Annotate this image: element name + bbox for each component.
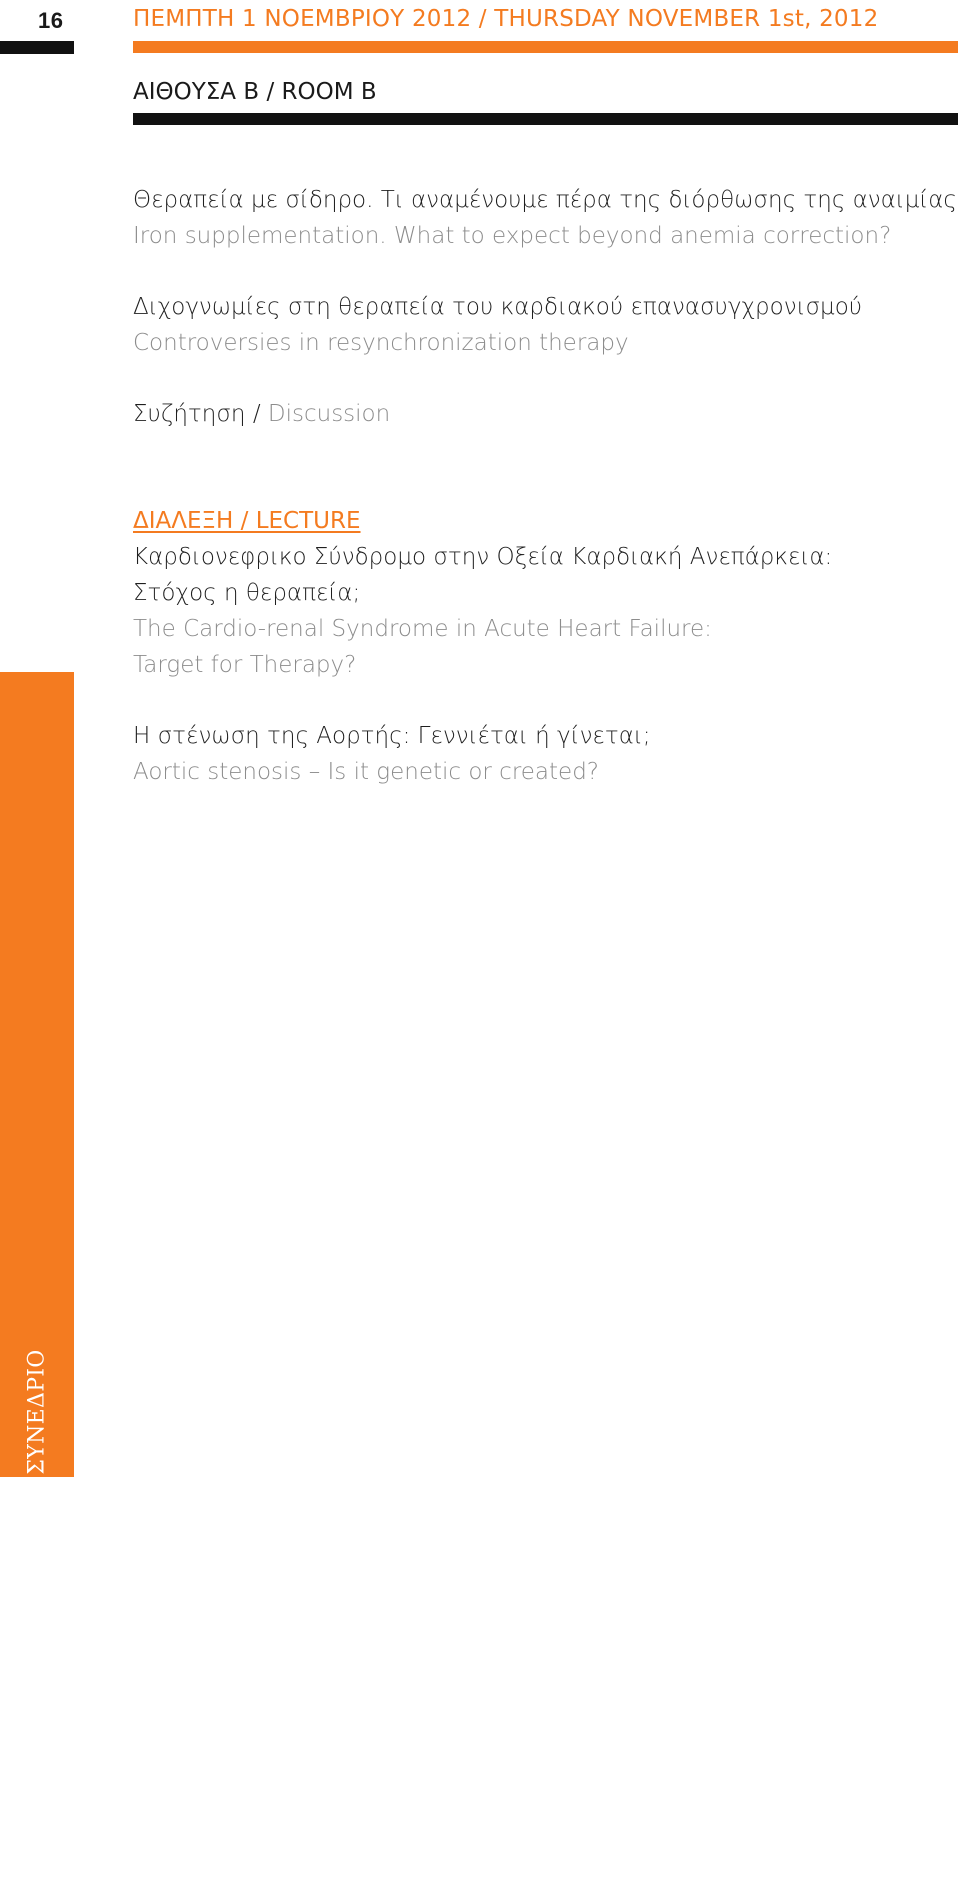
discussion-item bbox=[133, 396, 953, 432]
lecture-title-english-line2: Target for Therapy? bbox=[133, 652, 357, 678]
orange-divider bbox=[133, 41, 958, 53]
discussion-greek: Συζήτηση / bbox=[133, 401, 268, 427]
talk-title-english: Aortic stenosis – Is it genetic or created? bbox=[133, 759, 599, 785]
congress-title: 33ο ΠΑΝΕΛΛΗΝΙΟ ΚΑΡΔΙΟΛΟΓΙΚΟ ΣΥΝΕΔΡΙΟ bbox=[24, 1349, 50, 1895]
talk-aortic-stenosis bbox=[133, 718, 953, 790]
lecture-section bbox=[133, 503, 953, 683]
talk-title-greek: Η στένωση της Αορτής: Γεννιέται ή γίνεται; bbox=[133, 723, 651, 749]
lecture-label: ΔΙΑΛΕΞΗ / LECTURE bbox=[133, 508, 361, 534]
header-date: ΠΕΜΠΤΗ 1 ΝΟΕΜΒΡΙΟΥ 2012 / THURSDAY NOVEMBER 1st, 2012 bbox=[133, 6, 879, 32]
congress-side-band bbox=[0, 672, 74, 1895]
talk-title-english: Controversies in resynchronization therapy bbox=[133, 330, 629, 356]
talk-title-greek: Διχογνωμίες στη θεραπεία του καρδιακού επανασυγχρονισμού bbox=[133, 294, 863, 320]
discussion-english: Discussion bbox=[267, 401, 391, 427]
lecture-title-greek-line1: Καρδιονεφρικο Σύνδρομο στην Οξεία Καρδιακή Ανεπάρκεια: bbox=[133, 544, 833, 570]
talk-resynchronization bbox=[133, 289, 953, 361]
room-title: ΑΙΘΟΥΣΑ Β / ROOM B bbox=[133, 79, 377, 105]
lecture-title-greek-line2: Στόχος η θεραπεία; bbox=[133, 580, 361, 606]
black-divider bbox=[133, 113, 958, 125]
talk-title-greek: Θεραπεία με σίδηρο. Τι αναμένουμε πέρα της διόρθωσης της αναιμίας bbox=[133, 187, 957, 213]
left-black-bar bbox=[0, 41, 74, 54]
lecture-title-english-line1: The Cardio-renal Syndrome in Acute Heart Failure: bbox=[133, 616, 712, 642]
talk-title-english: Iron supplementation. What to expect beyond anemia correction? bbox=[133, 223, 892, 249]
page-number: 16 bbox=[38, 8, 64, 33]
talk-iron-supplementation bbox=[133, 182, 957, 254]
